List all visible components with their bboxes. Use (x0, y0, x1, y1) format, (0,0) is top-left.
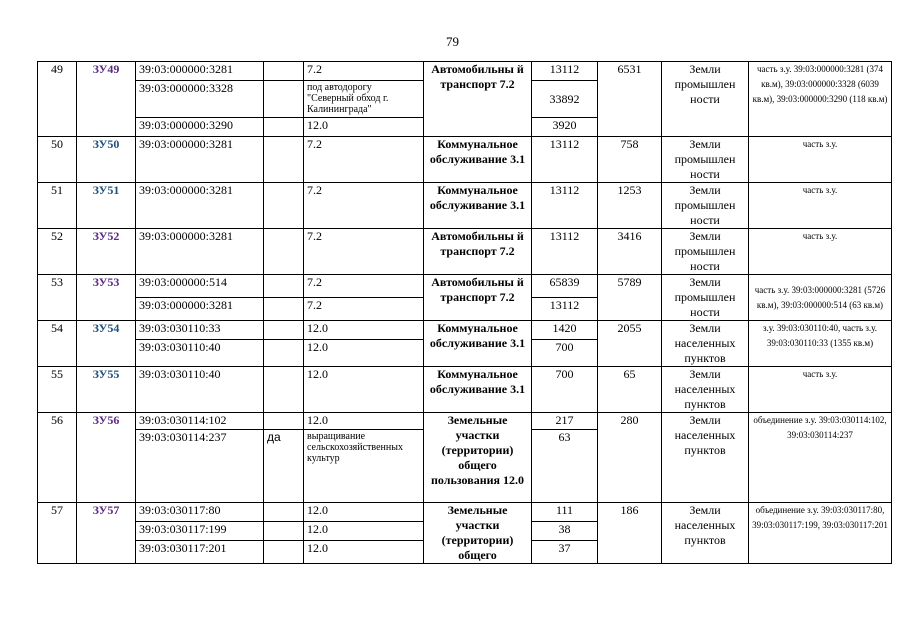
mark-cell (264, 229, 304, 275)
permitted-use: 7.2 (304, 137, 424, 183)
source-area: 38 (532, 522, 598, 541)
mark-cell (264, 413, 304, 430)
note: часть з.у. 39:03:000000:3281 (5726 кв.м), 39:03:000000:514 (63 кв.м) (749, 275, 892, 321)
note: часть з.у. (749, 137, 892, 183)
permitted-use: 7.2 (304, 229, 424, 275)
source-area: 13112 (532, 137, 598, 183)
cadastral-number: 39:03:030117:80 (136, 503, 264, 522)
row-number: 50 (38, 137, 77, 183)
mark-cell (264, 298, 304, 321)
land-category: Земли населенных пунктов (662, 367, 749, 413)
land-category: Земли населенных пунктов (662, 413, 749, 503)
table-row (38, 183, 892, 229)
cadastral-number: 39:03:000000:3281 (136, 137, 264, 183)
table-row (38, 275, 892, 298)
plot-code: ЗУ52 (77, 229, 136, 275)
source-area: 13112 (532, 298, 598, 321)
source-area: 63 (532, 430, 598, 503)
note: объединение з.у. 39:03:030114:102, 39:03:030114:237 (749, 413, 892, 503)
mark-cell (264, 118, 304, 137)
source-area: 37 (532, 541, 598, 564)
cadastral-number: 39:03:000000:3281 (136, 183, 264, 229)
plot-area: 1253 (598, 183, 662, 229)
mark-cell (264, 183, 304, 229)
land-category: Земли промышлен ности (662, 183, 749, 229)
table-row (38, 503, 892, 522)
permitted-use: 12.0 (304, 367, 424, 413)
land-category: Земли промышлен ности (662, 137, 749, 183)
source-area: 1420 (532, 321, 598, 340)
purpose: Коммунальное обслуживание 3.1 (424, 183, 532, 229)
purpose: Автомобильны й транспорт 7.2 (424, 62, 532, 137)
table-row (38, 367, 892, 413)
mark-cell: да (264, 430, 304, 503)
land-plots-table (37, 61, 892, 564)
land-category: Земли промышлен ности (662, 229, 749, 275)
permitted-use: 12.0 (304, 321, 424, 340)
cadastral-number: 39:03:030110:40 (136, 367, 264, 413)
land-category: Земли промышлен ности (662, 62, 749, 137)
land-category: Земли населенных пунктов (662, 503, 749, 564)
cadastral-number: 39:03:000000:3290 (136, 118, 264, 137)
purpose: Автомобильны й транспорт 7.2 (424, 275, 532, 321)
permitted-use: 7.2 (304, 298, 424, 321)
plot-area: 280 (598, 413, 662, 503)
land-category: Земли населенных пунктов (662, 321, 749, 367)
row-number: 52 (38, 229, 77, 275)
page-number: 79 (446, 34, 459, 49)
mark-cell (264, 522, 304, 541)
land-category: Земли промышлен ности (662, 275, 749, 321)
purpose: Земельные участки (территории) общего пользования 12.0 (424, 413, 532, 503)
plot-area: 758 (598, 137, 662, 183)
plot-code: ЗУ54 (77, 321, 136, 367)
permitted-use: 12.0 (304, 413, 424, 430)
cadastral-number: 39:03:030114:102 (136, 413, 264, 430)
plot-area: 65 (598, 367, 662, 413)
note: часть з.у. (749, 183, 892, 229)
cadastral-number: 39:03:030117:199 (136, 522, 264, 541)
source-area: 13112 (532, 62, 598, 81)
note: часть з.у. (749, 367, 892, 413)
row-number: 55 (38, 367, 77, 413)
permitted-use: 7.2 (304, 275, 424, 298)
purpose: Коммунальное обслуживание 3.1 (424, 367, 532, 413)
permitted-use: 12.0 (304, 340, 424, 367)
permitted-use: 7.2 (304, 183, 424, 229)
source-area: 13112 (532, 229, 598, 275)
note: часть з.у. 39:03:000000:3281 (374 кв.м), 39:03:000000:3328 (6039 кв.м), 39:03:000000:3290 (118 кв.м) (749, 62, 892, 137)
cadastral-number: 39:03:000000:3281 (136, 298, 264, 321)
permitted-use: 7.2 (304, 62, 424, 81)
table-row (38, 321, 892, 340)
mark-cell (264, 275, 304, 298)
mark-cell (264, 62, 304, 81)
plot-code: ЗУ51 (77, 183, 136, 229)
mark-cell (264, 340, 304, 367)
source-area: 700 (532, 367, 598, 413)
source-area: 65839 (532, 275, 598, 298)
permitted-use: выращивание сельскохозяйственных культур (304, 430, 424, 503)
mark-cell (264, 137, 304, 183)
row-number: 57 (38, 503, 77, 564)
permitted-use: 12.0 (304, 522, 424, 541)
cadastral-number: 39:03:030110:40 (136, 340, 264, 367)
purpose: Земельные участки (территории) общего (424, 503, 532, 564)
plot-area: 2055 (598, 321, 662, 367)
source-area: 111 (532, 503, 598, 522)
plot-code: ЗУ53 (77, 275, 136, 321)
cadastral-number: 39:03:000000:3328 (136, 81, 264, 118)
permitted-use: 12.0 (304, 118, 424, 137)
plot-area: 186 (598, 503, 662, 564)
mark-cell (264, 321, 304, 340)
mark-cell (264, 367, 304, 413)
row-number: 56 (38, 413, 77, 503)
source-area: 217 (532, 413, 598, 430)
note: часть з.у. (749, 229, 892, 275)
plot-code: ЗУ49 (77, 62, 136, 137)
source-area: 700 (532, 340, 598, 367)
mark-cell (264, 503, 304, 522)
plot-code: ЗУ50 (77, 137, 136, 183)
source-area: 3920 (532, 118, 598, 137)
table-row (38, 413, 892, 430)
cadastral-number: 39:03:030114:237 (136, 430, 264, 503)
note: объединение з.у. 39:03:030117:80, 39:03:030117:199, 39:03:030117:201 (749, 503, 892, 564)
cadastral-number: 39:03:030117:201 (136, 541, 264, 564)
mark-cell (264, 541, 304, 564)
row-number: 49 (38, 62, 77, 137)
source-area: 13112 (532, 183, 598, 229)
plot-area: 3416 (598, 229, 662, 275)
purpose: Коммунальное обслуживание 3.1 (424, 137, 532, 183)
plot-code: ЗУ56 (77, 413, 136, 503)
row-number: 54 (38, 321, 77, 367)
table-row (38, 229, 892, 275)
permitted-use: 12.0 (304, 503, 424, 522)
table-row (38, 137, 892, 183)
plot-code: ЗУ57 (77, 503, 136, 564)
plot-area: 5789 (598, 275, 662, 321)
mark-cell (264, 81, 304, 118)
permitted-use: под автодорогу "Северный обход г. Калининграда" (304, 81, 424, 118)
plot-code: ЗУ55 (77, 367, 136, 413)
cadastral-number: 39:03:030110:33 (136, 321, 264, 340)
note: з.у. 39:03:030110:40, часть з.у. 39:03:030110:33 (1355 кв.м) (749, 321, 892, 367)
cadastral-number: 39:03:000000:3281 (136, 229, 264, 275)
source-area: 33892 (532, 81, 598, 118)
plot-area: 6531 (598, 62, 662, 137)
purpose: Автомобильны й транспорт 7.2 (424, 229, 532, 275)
row-number: 53 (38, 275, 77, 321)
row-number: 51 (38, 183, 77, 229)
table-row (38, 62, 892, 81)
cadastral-number: 39:03:000000:3281 (136, 62, 264, 81)
purpose: Коммунальное обслуживание 3.1 (424, 321, 532, 367)
permitted-use: 12.0 (304, 541, 424, 564)
cadastral-number: 39:03:000000:514 (136, 275, 264, 298)
